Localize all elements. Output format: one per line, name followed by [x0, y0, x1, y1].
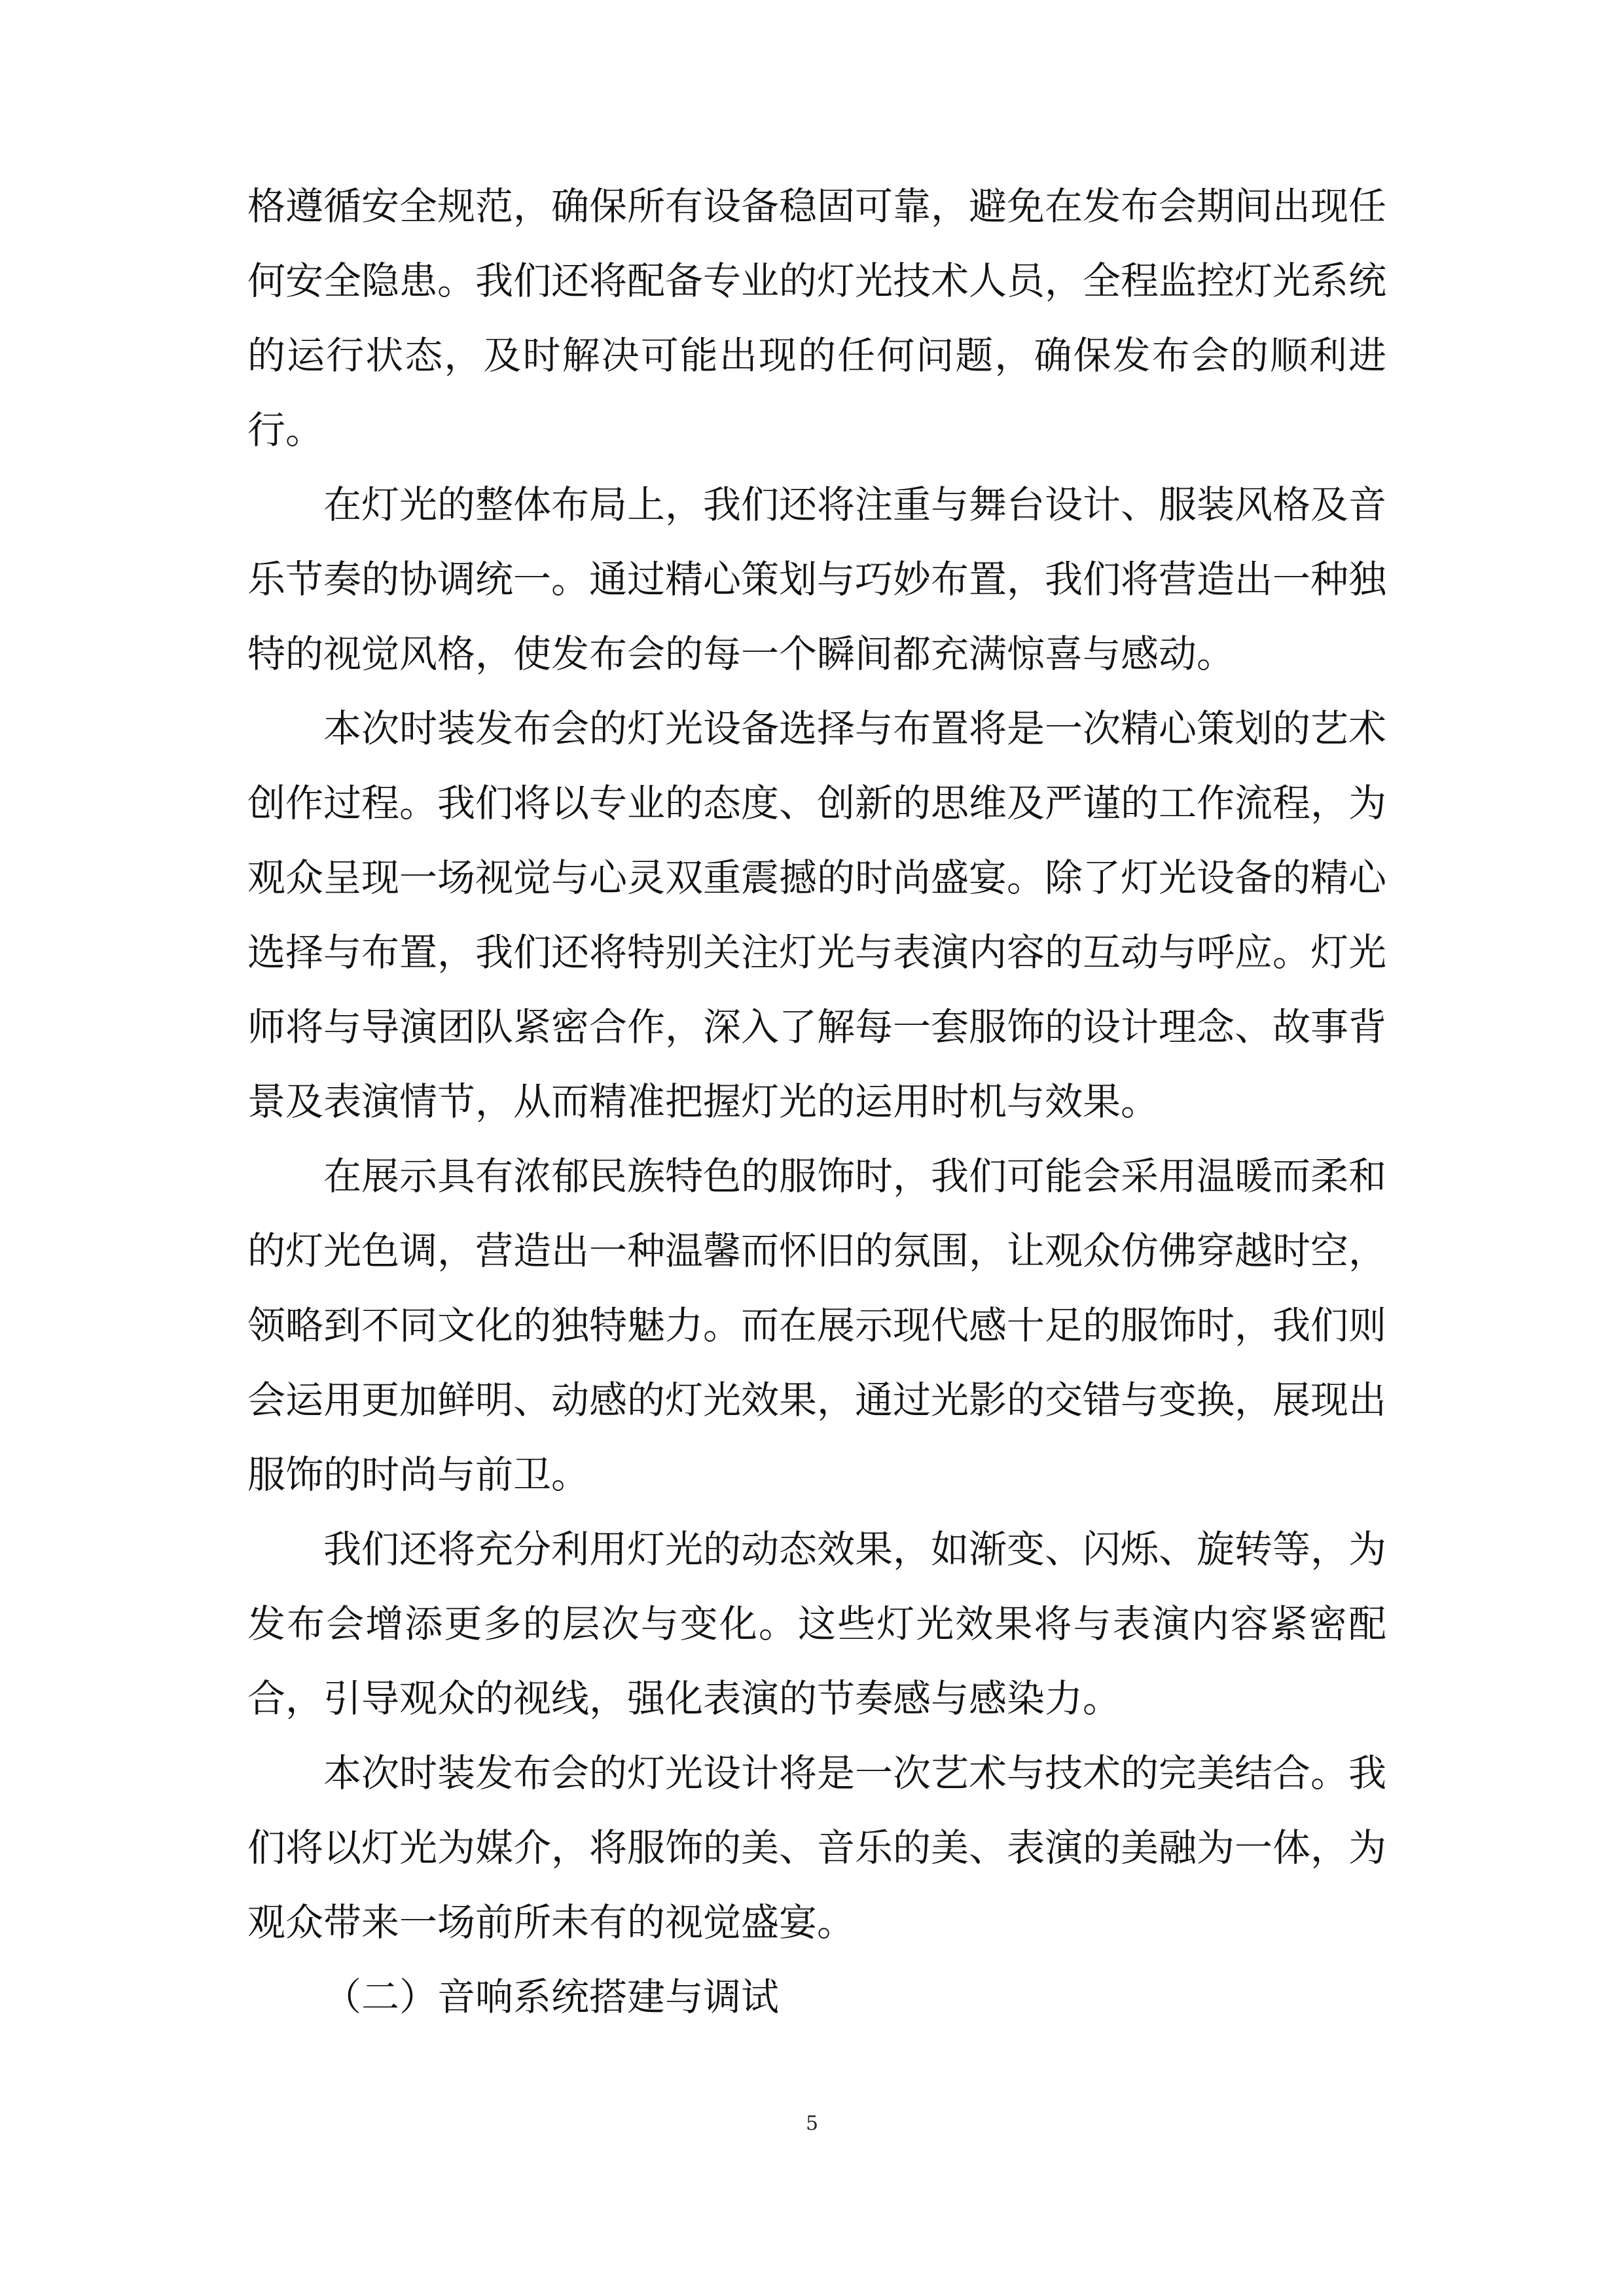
paragraph-1: 格遵循安全规范，确保所有设备稳固可靠，避免在发布会期间出现任何安全隐患。我们还将配备专业的灯光技术人员，全程监控灯光系统的运行状态，及时解决可能出现的任何问题，确保发布会的顺利进行。 [247, 184, 1387, 452]
section-heading: （二）音响系统搭建与调试 [323, 1975, 780, 2019]
paragraph-5: 我们还将充分利用灯光的动态效果，如渐变、闪烁、旋转等，为发布会增添更多的层次与变化。这些灯光效果将与表演内容紧密配合，引导观众的视线，强化表演的节奏感与感染力。 [247, 1527, 1387, 1721]
paragraph-6: 本次时装发布会的灯光设计将是一次艺术与技术的完美结合。我们将以灯光为媒介，将服饰的美、音乐的美、表演的美融为一体，为观众带来一场前所未有的视觉盛宴。 [247, 1751, 1387, 1945]
page-number: 5 [805, 2112, 819, 2135]
body-text [247, 169, 1386, 2034]
paragraph-4: 在展示具有浓郁民族特色的服饰时，我们可能会采用温暖而柔和的灯光色调，营造出一种温馨而怀旧的氛围，让观众仿佛穿越时空，领略到不同文化的独特魅力。而在展示现代感十足的服饰时，我们则会运用更加鲜明、动感的灯光效果，通过光影的交错与变换，展现出服饰的时尚与前卫。 [247, 1154, 1387, 1497]
paragraph-3: 本次时装发布会的灯光设备选择与布置将是一次精心策划的艺术创作过程。我们将以专业的态度、创新的思维及严谨的工作流程，为观众呈现一场视觉与心灵双重震撼的时尚盛宴。除了灯光设备的精心选择与布置，我们还将特别关注灯光与表演内容的互动与呼应。灯光师将与导演团队紧密合作，深入了解每一套服饰的设计理念、故事背景及表演情节，从而精准把握灯光的运用时机与效果。 [247, 706, 1387, 1124]
paragraph-2: 在灯光的整体布局上，我们还将注重与舞台设计、服装风格及音乐节奏的协调统一。通过精心策划与巧妙布置，我们将营造出一种独特的视觉风格，使发布会的每一个瞬间都充满惊喜与感动。 [247, 482, 1387, 676]
